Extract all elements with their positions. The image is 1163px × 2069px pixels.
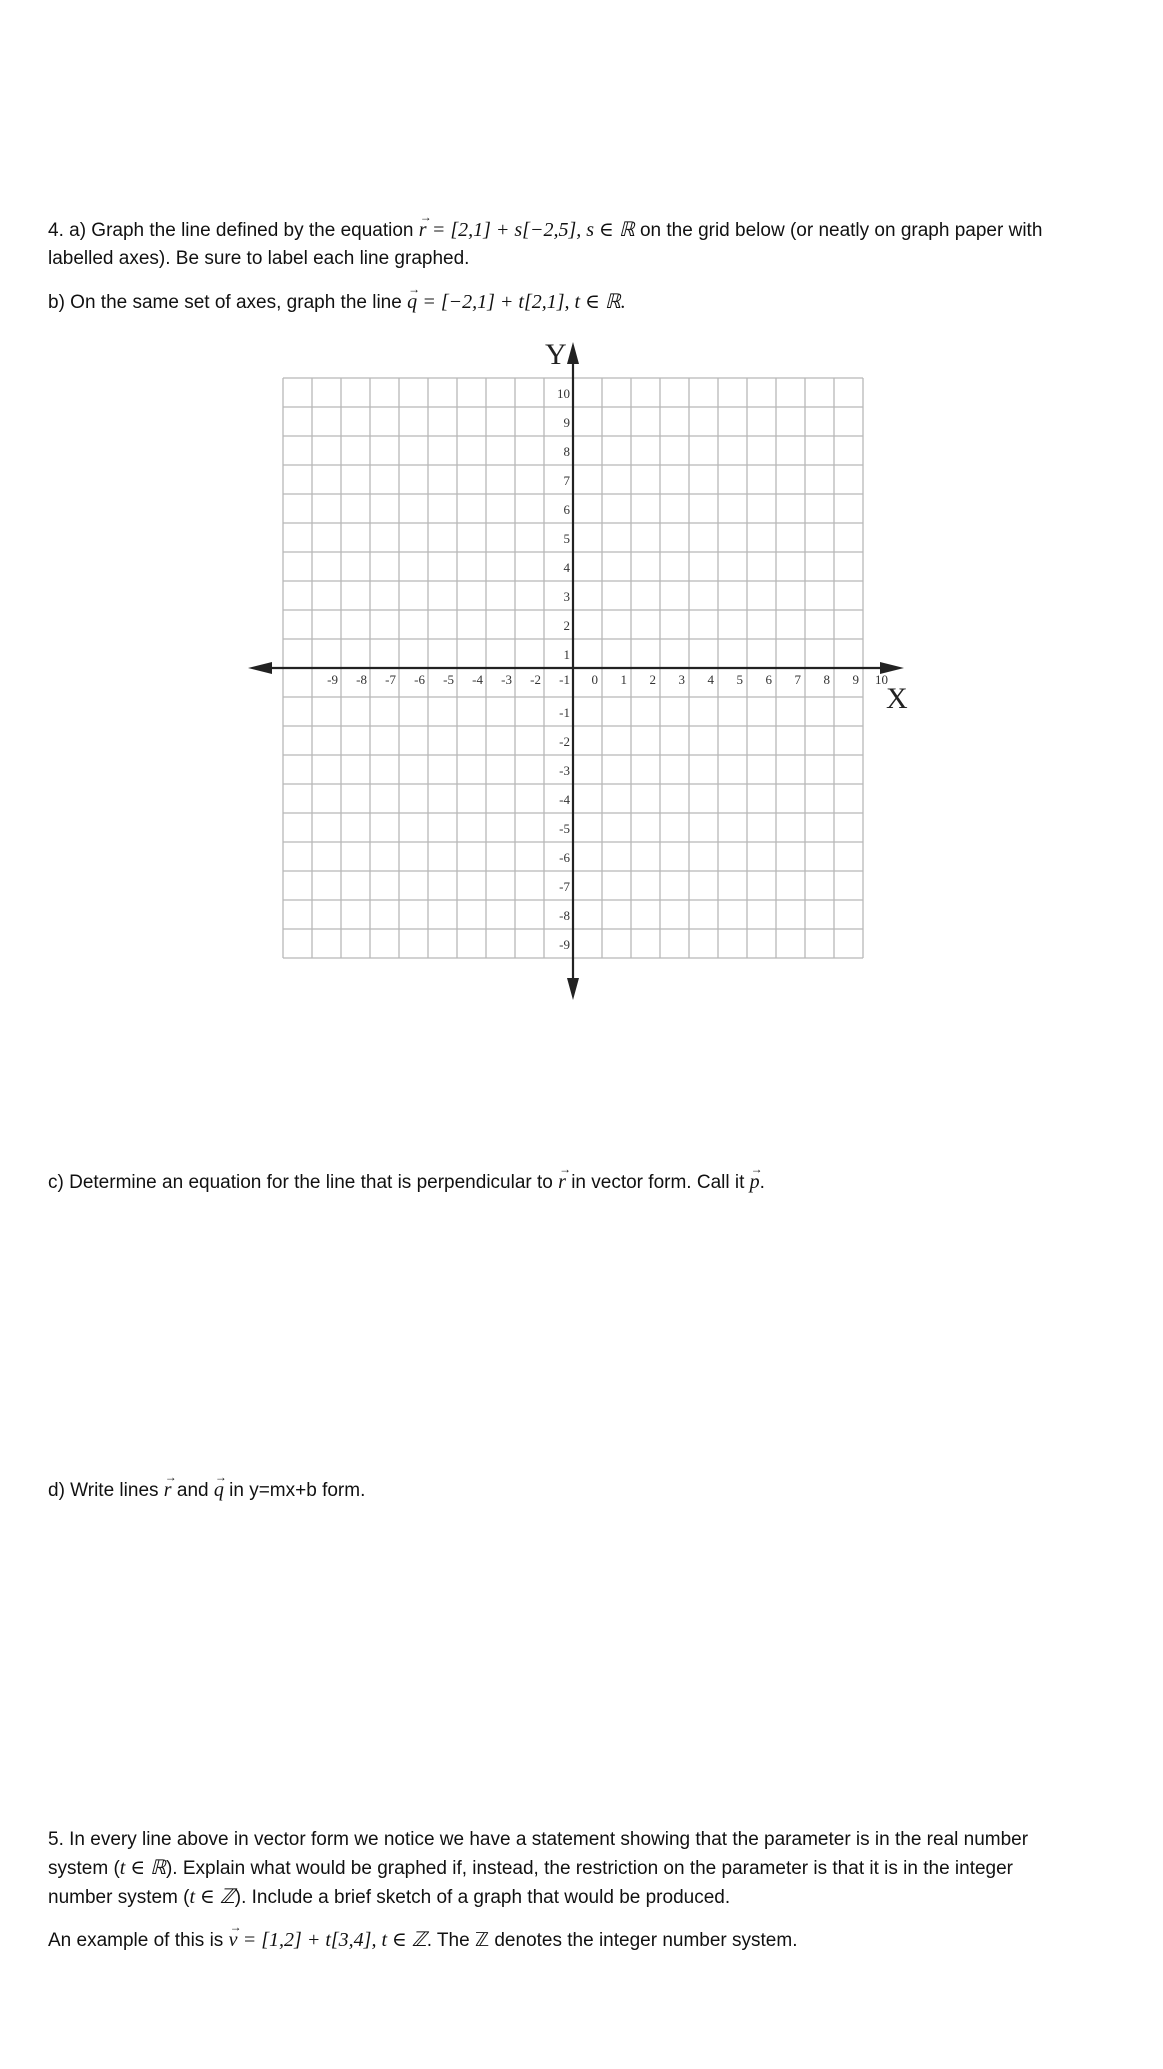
x-tick-label: 7 [794, 672, 801, 687]
x-tick-label: -1 [559, 672, 570, 687]
y-tick-label: 2 [563, 618, 570, 633]
question-4d [48, 1476, 1118, 1505]
y-tick-label: -5 [559, 821, 570, 836]
vector-q: → q [214, 1476, 224, 1504]
x-tick-label: 1 [620, 672, 627, 687]
q5-line3-math: t ∈ ℤ [189, 1886, 235, 1908]
x-tick-label: 2 [649, 672, 656, 687]
q5-line1: 5. In every line above in vector form we notice we have a statement showing that the parameter is in the real number [48, 1829, 1029, 1850]
vector-p: → p [750, 1168, 760, 1196]
y-tick-label: 4 [563, 560, 570, 575]
x-tick-label: -7 [385, 672, 396, 687]
y-axis-arrow-top [567, 342, 579, 364]
q5-example-pre: An example of this is [48, 1930, 229, 1951]
x-tick-label: -9 [327, 672, 338, 687]
q4a-line2: labelled axes). Be sure to label each line graphed. [48, 248, 470, 269]
x-tick-label: 9 [852, 672, 859, 687]
y-tick-label: -8 [559, 908, 570, 923]
q5-line2-math: t ∈ ℝ [119, 1857, 166, 1879]
vector-r: → r [164, 1476, 172, 1504]
y-tick-label: 5 [563, 531, 570, 546]
x-tick-label: 6 [765, 672, 772, 687]
x-tick-label: 4 [707, 672, 714, 687]
y-tick-label: 8 [563, 444, 570, 459]
y-tick-label: 7 [563, 473, 570, 488]
x-tick-label: -4 [472, 672, 483, 687]
x-tick-label: -2 [530, 672, 541, 687]
q4d-suffix: in y=mx+b form. [223, 1480, 366, 1501]
y-tick-label: 10 [557, 386, 570, 401]
x-tick-label: 10 [875, 672, 888, 687]
q4c-middle: in vector form. Call it [565, 1172, 750, 1193]
q5-example-equation: = [1,2] + t[3,4], t ∈ ℤ [242, 1929, 427, 1951]
vector-r: → r [419, 216, 427, 244]
question-5-example [48, 1926, 1118, 1955]
q5-line2-pre: system ( [48, 1858, 120, 1879]
x-axis-arrow-left [248, 662, 272, 674]
q4a-equation: = [2,1] + s[−2,5], s ∈ ℝ [431, 219, 635, 241]
q4c-prefix: c) Determine an equation for the line that is perpendicular to [48, 1172, 559, 1193]
y-tick-label: -9 [559, 937, 570, 952]
vector-q: → q [407, 288, 417, 316]
vector-v: → v [229, 1926, 238, 1954]
question-4c [48, 1168, 1118, 1197]
x-tick-label: -6 [414, 672, 425, 687]
q4c-end: . [759, 1172, 765, 1193]
y-tick-label: -4 [559, 792, 570, 807]
x-tick-label: -3 [501, 672, 512, 687]
q5-line3-post: ). Include a brief sketch of a graph that would be produced. [234, 1887, 731, 1908]
y-axis-arrow-bottom [567, 978, 579, 1000]
y-tick-label: -2 [559, 734, 570, 749]
q5-example-post: . The ℤ denotes the integer number system. [426, 1930, 798, 1951]
y-tick-label: -6 [559, 850, 570, 865]
q4a-prefix: 4. a) Graph the line defined by the equation [48, 220, 419, 241]
q4d-prefix: d) Write lines [48, 1480, 164, 1501]
coordinate-grid-chart [0, 0, 1163, 1000]
q5-line3-pre: number system ( [48, 1887, 190, 1908]
y-axis-label: Y [545, 338, 567, 371]
y-tick-label: 3 [563, 589, 570, 604]
y-tick-label: -7 [559, 879, 570, 894]
x-tick-labels [327, 672, 888, 687]
x-tick-label: -8 [356, 672, 367, 687]
q4b-prefix: b) On the same set of axes, graph the line [48, 292, 408, 313]
y-tick-label: 9 [563, 415, 570, 430]
y-tick-label: 6 [563, 502, 570, 517]
y-tick-label: -1 [559, 705, 570, 720]
question-5 [48, 1826, 1118, 1912]
y-tick-label: -3 [559, 763, 570, 778]
q5-line2-post: ). Explain what would be graphed if, instead, the restriction on the parameter is that it is in the integer [165, 1858, 1014, 1879]
x-tick-label: 8 [823, 672, 830, 687]
vector-r: → r [558, 1168, 566, 1196]
q4b-equation: = [−2,1] + t[2,1], t ∈ ℝ. [422, 291, 626, 313]
x-axis-label: X [886, 682, 908, 715]
x-tick-label: 5 [736, 672, 743, 687]
q4a-suffix: on the grid below (or neatly on graph paper with [634, 220, 1043, 241]
y-tick-label: 1 [563, 647, 570, 662]
x-tick-label: -5 [443, 672, 454, 687]
q4d-and: and [171, 1480, 214, 1501]
x-tick-label: 3 [678, 672, 685, 687]
x-tick-label: 0 [591, 672, 598, 687]
